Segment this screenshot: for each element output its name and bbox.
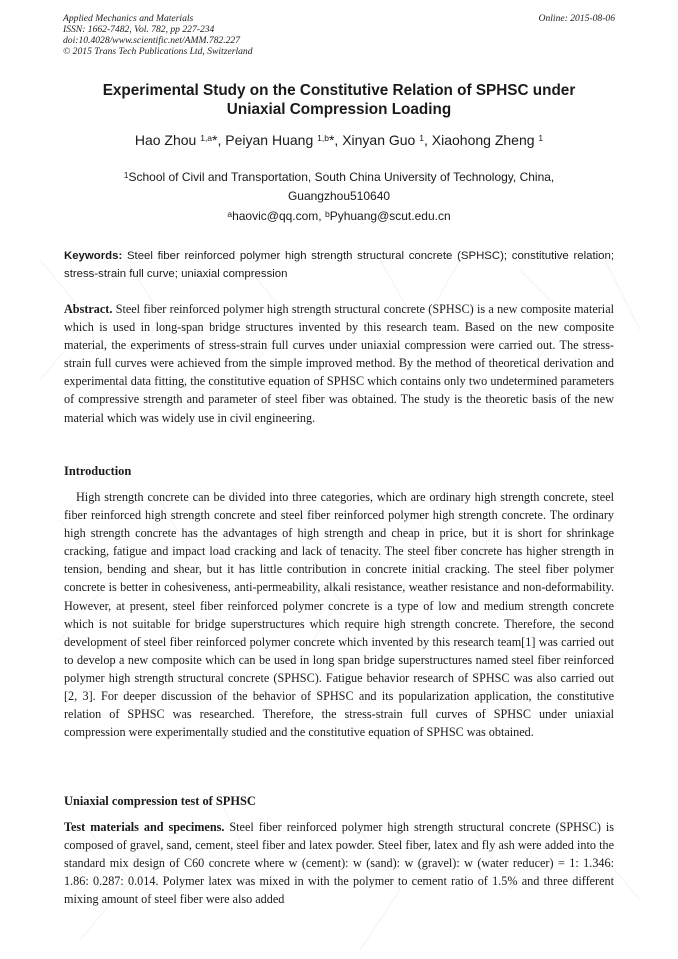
affiliation-mark: 1	[123, 170, 129, 180]
keywords-text: Steel fiber reinforced polymer high strength structural concrete (SPHSC); constitutive relation; stress-strain full curve; uniaxial compression	[64, 250, 614, 280]
author-name: Hao Zhou	[134, 132, 201, 148]
test-materials-text: Steel fiber reinforced polymer high strength structural concrete (SPHSC) is composed of gravel, sand, cement, steel fiber and latex powder. Steel fiber, latex and fly ash were added into the standard mix design of C60 concrete where w (cement): w (sand): w (gravel): w (water reducer) = 1: 1.346: 1.86: 0.287: 0.014. Polymer latex was mixed in with the polymer to cement ratio of 1.5% and three different mixing amount of steel fiber were also added	[64, 820, 614, 907]
corresponding-mark: *	[212, 132, 218, 148]
abstract-label: Abstract.	[64, 302, 113, 316]
author-separator: ,	[334, 132, 343, 148]
author-name: Peiyan Huang	[225, 132, 318, 148]
author-name: Xiaohong Zheng	[431, 132, 539, 148]
author-list	[30, 131, 648, 149]
keywords-block	[64, 247, 614, 283]
corresponding-mark: *	[328, 132, 335, 148]
author-affiliation-mark: 1,b	[317, 133, 329, 143]
paper-title	[40, 81, 638, 119]
section-heading-introduction: Introduction	[64, 464, 132, 478]
email-a[interactable]: haovic@qq.com,	[232, 209, 325, 223]
affiliation	[60, 168, 618, 206]
keywords-label: Keywords:	[64, 250, 123, 262]
abstract-block	[64, 300, 614, 427]
affiliation-line1: School of Civil and Transportation, South China University of Technology, China,	[128, 170, 555, 184]
paper-title-line2: Uniaxial Compression Loading	[226, 101, 452, 118]
author-separator: ,	[423, 132, 432, 148]
author-affiliation-mark: 1,a	[200, 133, 213, 143]
author-affiliation-mark: 1	[538, 133, 544, 143]
email-b[interactable]: Pyhuang@scut.edu.cn	[329, 209, 451, 223]
author-separator: ,	[217, 132, 226, 148]
affiliation-line2: Guangzhou510640	[287, 189, 391, 203]
section-heading-uniaxial-test: Uniaxial compression test of SPHSC	[64, 794, 256, 808]
journal-issn: ISSN: 1662-7482, Vol. 782, pp 227-234	[63, 23, 215, 35]
online-date: Online: 2015-08-06	[538, 13, 615, 24]
email-mark-b: b	[324, 209, 330, 219]
journal-header	[63, 14, 615, 58]
introduction-paragraph: High strength concrete can be divided into three categories, which are ordinary high strength concrete, steel fiber reinforced high strength concrete and steel fiber reinforced polymer high strength concrete. The ordinary high strength concrete has the advantages of high strength and cheap in price, but it is short for shrinkage cracking, fatigue and impact load cracking and lack of tenacity. The steel fiber concrete has higher strength in tension, bending and shear, but it has little contribution in concrete initial cracking. The steel fiber polymer concrete is better in cohesiveness, anti-permeability, alkali resistance, weather resistance and non-deformability. However, at present, steel fiber reinforced polymer concrete is a type of low and medium strength concrete which is not suitable for bridge superstructures which require high strength concrete. Therefore, the second development of steel fiber reinforced polymer concrete which invented by this research team[1] was carried out to develop a new composite which can be used in long span bridge superstructures named steel fiber reinforced polymer high strength structural concrete (SPHSC). Fatigue behavior research of SPHSC was also carried out [2, 3]. For deeper discussion of the behavior of SPHSC and its popularization application, the constitutive relation of SPHSC was researched. Therefore, the stress-strain full curves of SPHSC under uniaxial compression were experimentally studied and the constitutive equation of SPHSC was obtained.	[64, 490, 614, 740]
copyright-line: © 2015 Trans Tech Publications Ltd, Switzerland	[63, 45, 253, 57]
test-materials-paragraph	[64, 818, 614, 908]
journal-name: Applied Mechanics and Materials	[63, 13, 194, 24]
paper-title-line1: Experimental Study on the Constitutive Relation of SPHSC under	[102, 82, 576, 99]
author-emails	[60, 208, 618, 224]
abstract-text: Steel fiber reinforced polymer high strength structural concrete (SPHSC) is a new composite material which is used in long-span bridge structures invented by this research team. Based on the new composite material, the experiments of stress-strain full curves under uniaxial compression were carried out. The stress-strain full curves were achieved from the simple improved method. By the method of theoretical derivation and experimental data fitting, the constitutive equation of SPHSC which contains only two undetermined parameters of compressive strength and parameter of steel fiber was obtained. The study is the theoretic basis of the new material which was widely use in civil engineering.	[64, 302, 614, 425]
doi-link[interactable]: doi:10.4028/www.scientific.net/AMM.782.227	[63, 34, 241, 46]
author-name: Xinyan Guo	[342, 132, 420, 148]
test-materials-label: Test materials and specimens.	[64, 820, 225, 834]
author-affiliation-mark: 1	[419, 133, 424, 143]
email-mark-a: a	[227, 209, 233, 219]
